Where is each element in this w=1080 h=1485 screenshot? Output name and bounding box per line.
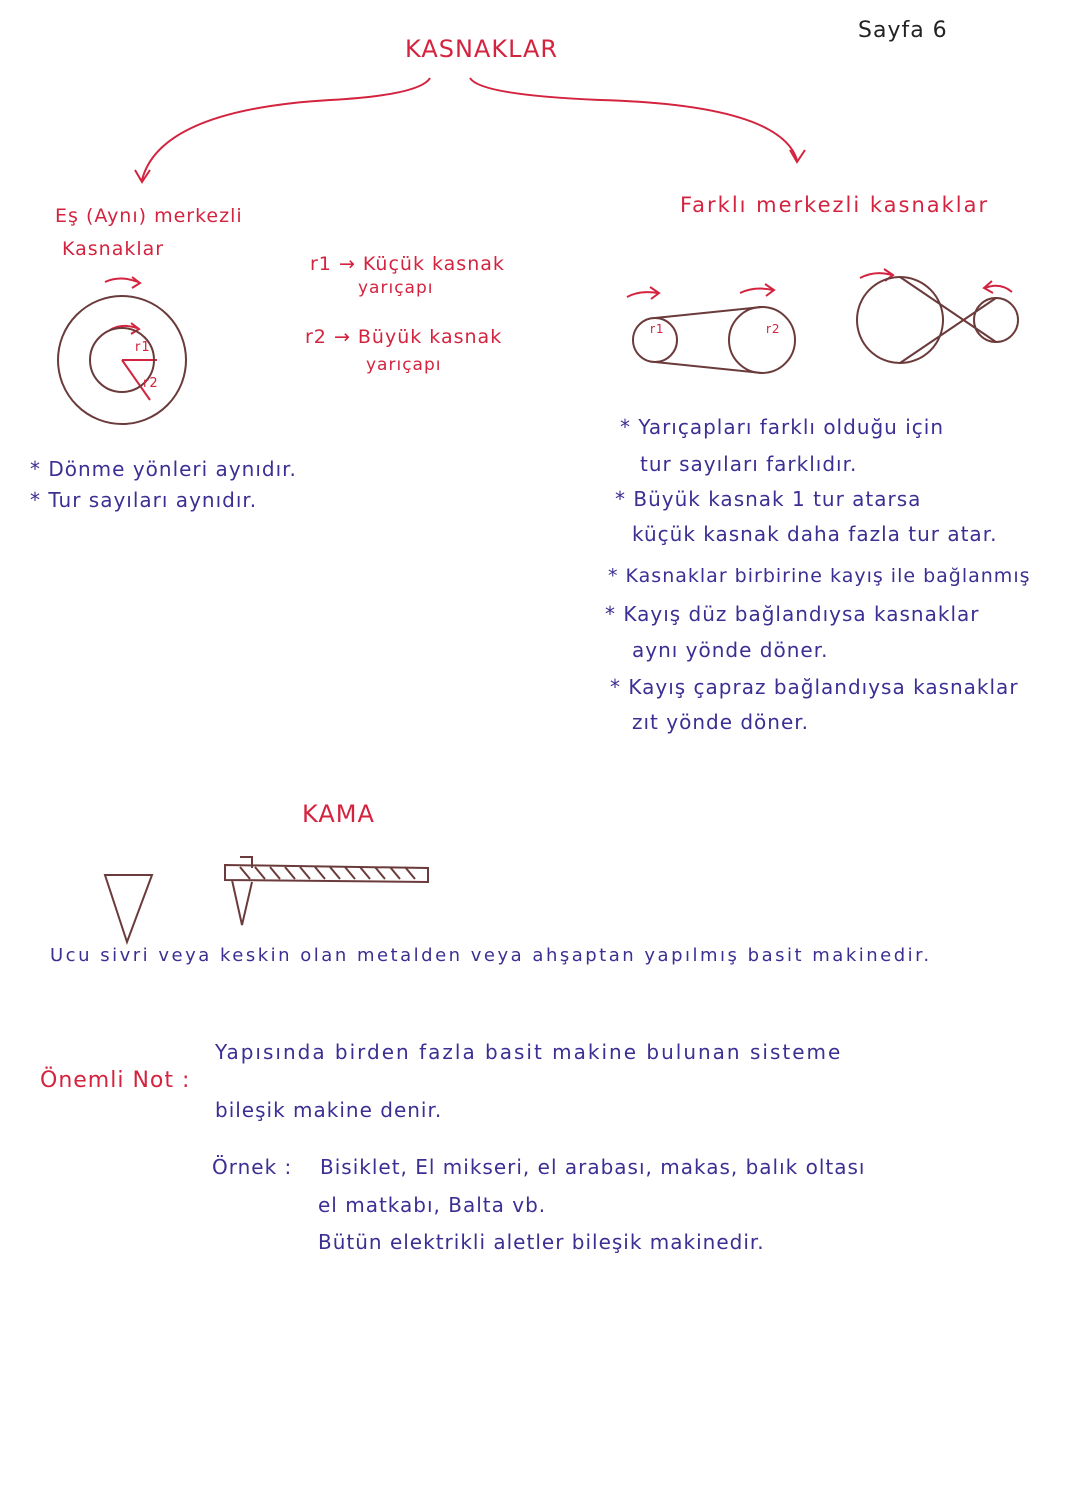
legend-r1-2: yarıçapı (358, 278, 434, 298)
brace-arrow-right (470, 78, 797, 160)
large-pulley-open-belt (729, 307, 795, 373)
example-line: Bisiklet, El mikseri, el arabası, makas, balık oltası (320, 1155, 866, 1179)
example-label: Örnek : (212, 1155, 293, 1179)
r2-label: r2 (143, 376, 159, 391)
cross-belt (900, 277, 996, 363)
r2-label-2: r2 (766, 322, 781, 336)
legend-r2: r2 → Büyük kasnak (305, 326, 503, 348)
example-line: el matkabı, Balta vb. (318, 1193, 547, 1217)
rotation-arrow-outer (105, 277, 140, 288)
different-note: * Kayış çapraz bağlandıysa kasnaklar (610, 675, 1019, 699)
different-heading: Farklı merkezli kasnaklar (680, 193, 990, 217)
open-belt (655, 307, 762, 373)
r1-label: r1 (135, 340, 151, 355)
different-note: zıt yönde döner. (632, 710, 810, 734)
kama-title: KAMA (302, 800, 375, 828)
concentric-note: * Dönme yönleri aynıdır. (30, 457, 297, 481)
note-line: Bütün elektrikli aletler bileşik makinedir. (318, 1230, 765, 1254)
different-note: * Kasnaklar birbirine kayış ile bağlanmış (608, 565, 1031, 587)
concentric-note: * Tur sayıları aynıdır. (30, 488, 258, 512)
important-note-label: Önemli Not : (40, 1068, 191, 1093)
page-number: Sayfa 6 (858, 18, 948, 43)
wedge-shape (105, 875, 152, 942)
kama-definition: Ucu sivri veya keskin olan metalden veya ahşaptan yapılmış basit makinedir. (50, 945, 932, 966)
different-note: aynı yönde döner. (632, 638, 829, 662)
note-line: Yapısında birden fazla basit makine bulunan sisteme (215, 1040, 843, 1064)
note-line: bileşik makine denir. (215, 1098, 443, 1122)
legend-r1: r1 → Küçük kasnak (310, 253, 505, 275)
brace-arrow-left (142, 78, 430, 180)
different-note: tur sayıları farklıdır. (640, 452, 858, 476)
legend-r2-2: yarıçapı (366, 355, 442, 375)
small-pulley-cross-belt (974, 298, 1018, 342)
different-note: * Yarıçapları farklı olduğu için (620, 415, 945, 439)
different-note: küçük kasnak daha fazla tur atar. (632, 522, 998, 546)
concentric-heading-2: Kasnaklar (62, 238, 165, 260)
concentric-heading-1: Eş (Aynı) merkezli (55, 205, 243, 227)
different-note: * Büyük kasnak 1 tur atarsa (615, 487, 922, 511)
large-pulley-cross-belt (857, 277, 943, 363)
different-note: * Kayış düz bağlandıysa kasnaklar (605, 602, 980, 626)
page-title: KASNAKLAR (405, 35, 559, 63)
r1-label-2: r1 (650, 322, 665, 336)
